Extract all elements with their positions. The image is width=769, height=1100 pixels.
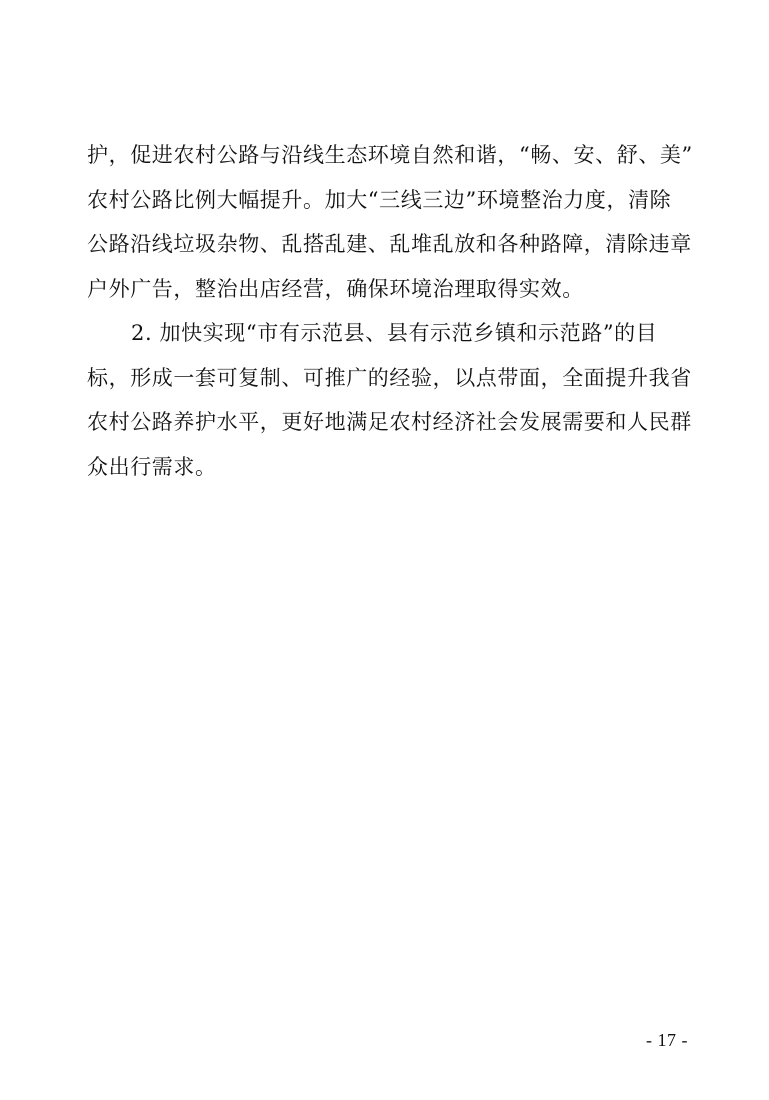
paragraph-line: 公路沿线垃圾杂物、乱搭乱建、乱堆乱放和各种路障，清除违章	[87, 232, 692, 256]
page-number: - 17 -	[646, 1030, 688, 1050]
paragraph-line: 标，形成一套可复制、可推广的经验，以点带面，全面提升我省	[87, 365, 692, 390]
paragraph-1	[87, 133, 693, 311]
paragraph-line: 2. 加快实现“市有示范县、县有示范乡镇和示范路”的目	[131, 321, 658, 345]
body-text	[87, 133, 693, 489]
paragraph-2	[87, 311, 692, 489]
paragraph-line: 众出行需求。	[87, 454, 217, 479]
paragraph-line: 护，促进农村公路与沿线生态环境自然和谐，“畅、安、舒、美”	[87, 143, 693, 167]
paragraph-line: 农村公路比例大幅提升。加大“三线三边”环境整治力度，清除	[87, 187, 672, 212]
paragraph-line: 农村公路养护水平，更好地满足农村经济社会发展需要和人民群	[87, 410, 692, 434]
paragraph-line: 户外广告，整治出店经营，确保环境治理取得实效。	[87, 276, 584, 301]
